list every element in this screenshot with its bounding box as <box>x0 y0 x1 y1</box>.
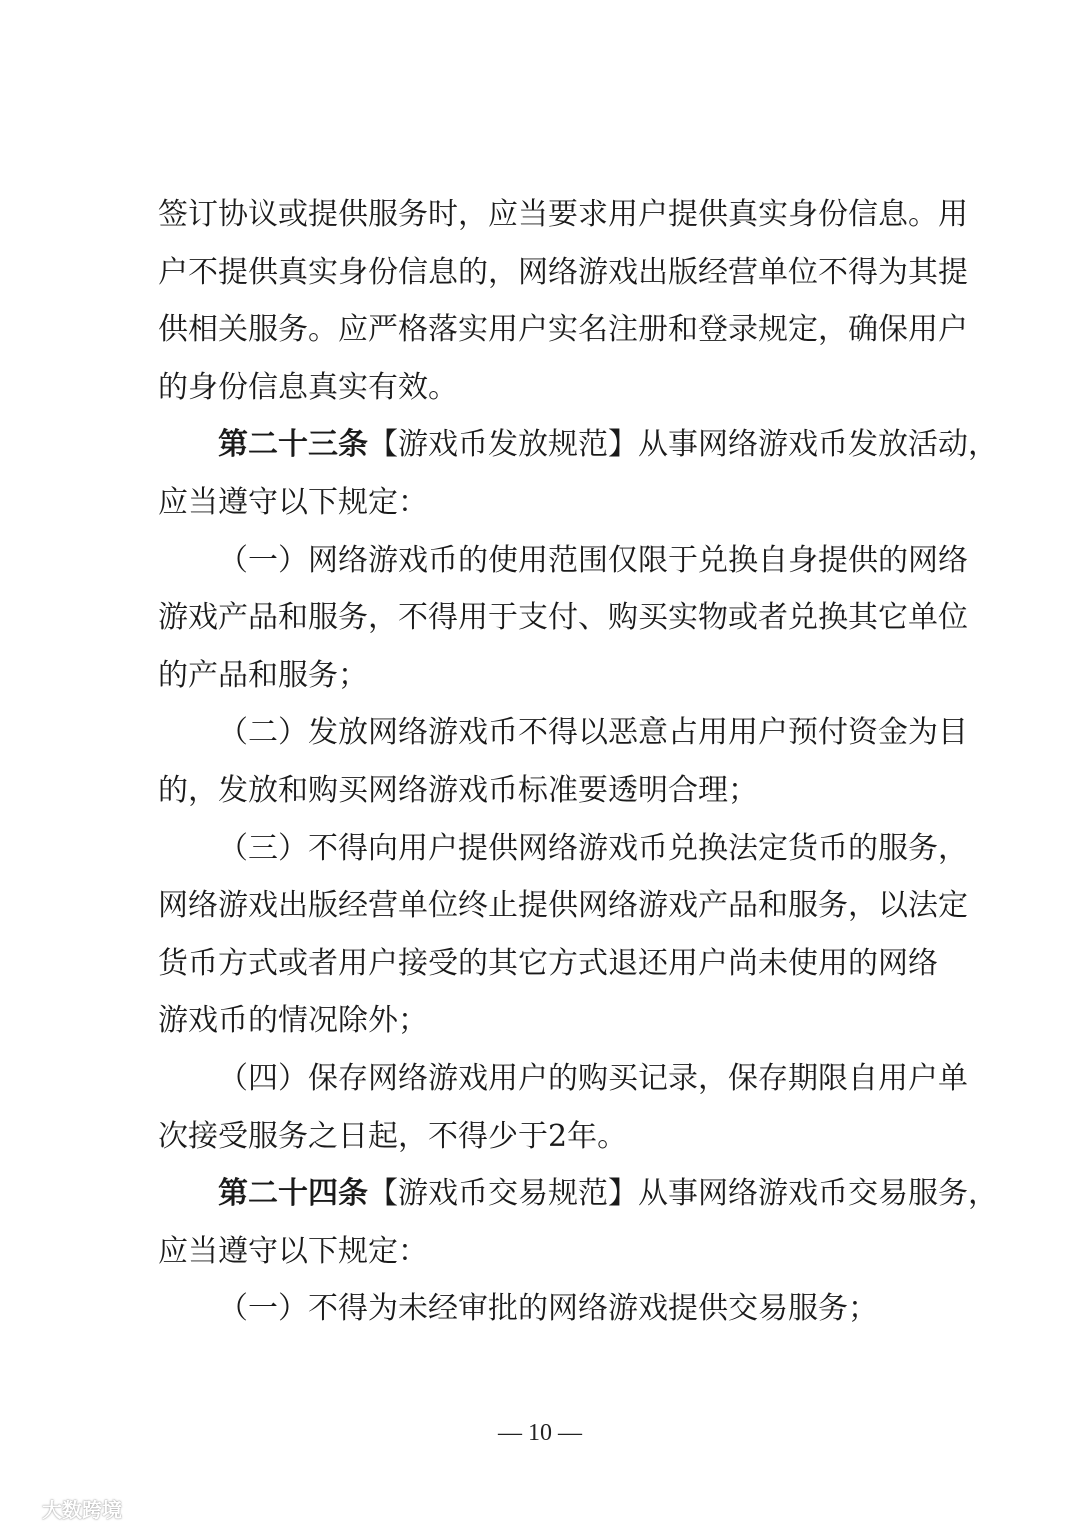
paragraph-line: 游戏币的情况除外； <box>158 1003 428 1039</box>
paragraph-line: 货币方式或者用户接受的其它方式退还用户尚未使用的网络 <box>158 945 938 981</box>
paragraph-line: 的产品和服务； <box>158 657 368 693</box>
paragraph-line: 户不提供真实身份信息的，网络游戏出版经营单位不得为其提 <box>158 254 968 290</box>
paragraph-line: 游戏产品和服务，不得用于支付、购买实物或者兑换其它单位 <box>158 600 968 636</box>
article-heading: 第二十四条 <box>218 1176 368 1212</box>
paragraph-line: 签订协议或提供服务时，应当要求用户提供真实身份信息。用 <box>158 197 968 232</box>
article-text: 【游戏币发放规范】从事网络游戏币发放活动， <box>368 427 998 463</box>
paragraph-line: 应当遵守以下规定： <box>158 1233 428 1269</box>
paragraph-line: 供相关服务。应严格落实用户实名注册和登录规定，确保用户 <box>158 312 968 348</box>
paragraph-line: 应当遵守以下规定： <box>158 484 428 520</box>
article-text: 【游戏币交易规范】从事网络游戏币交易服务， <box>368 1176 998 1212</box>
article-24-first-line <box>158 1165 998 1223</box>
weibo-logo-icon <box>10 1497 36 1519</box>
paragraph-line: 次接受服务之日起，不得少于2年。 <box>158 1118 628 1154</box>
article-heading: 第二十三条 <box>218 427 368 463</box>
watermark <box>10 1495 122 1521</box>
paragraph-line: （一）不得为未经审批的网络游戏提供交易服务； <box>218 1291 878 1327</box>
paragraph-line: （一）网络游戏币的使用范围仅限于兑换自身提供的网络 <box>218 542 968 578</box>
paragraph-line: 的身份信息真实有效。 <box>158 369 458 405</box>
page-number: — 10 — <box>498 1420 582 1446</box>
paragraph-line: （三）不得向用户提供网络游戏币兑换法定货币的服务， <box>218 830 968 866</box>
paragraph-line: （二）发放网络游戏币不得以恶意占用用户预付资金为目 <box>218 715 968 751</box>
paragraph-line: 的，发放和购买网络游戏币标准要透明合理； <box>158 772 758 808</box>
article-23-first-line <box>158 416 998 474</box>
document-body <box>158 186 998 1338</box>
watermark-text: 大数跨境 <box>42 1497 122 1522</box>
paragraph-line: （四）保存网络游戏用户的购买记录，保存期限自用户单 <box>218 1060 968 1096</box>
paragraph-line: 网络游戏出版经营单位终止提供网络游戏产品和服务，以法定 <box>158 888 968 924</box>
